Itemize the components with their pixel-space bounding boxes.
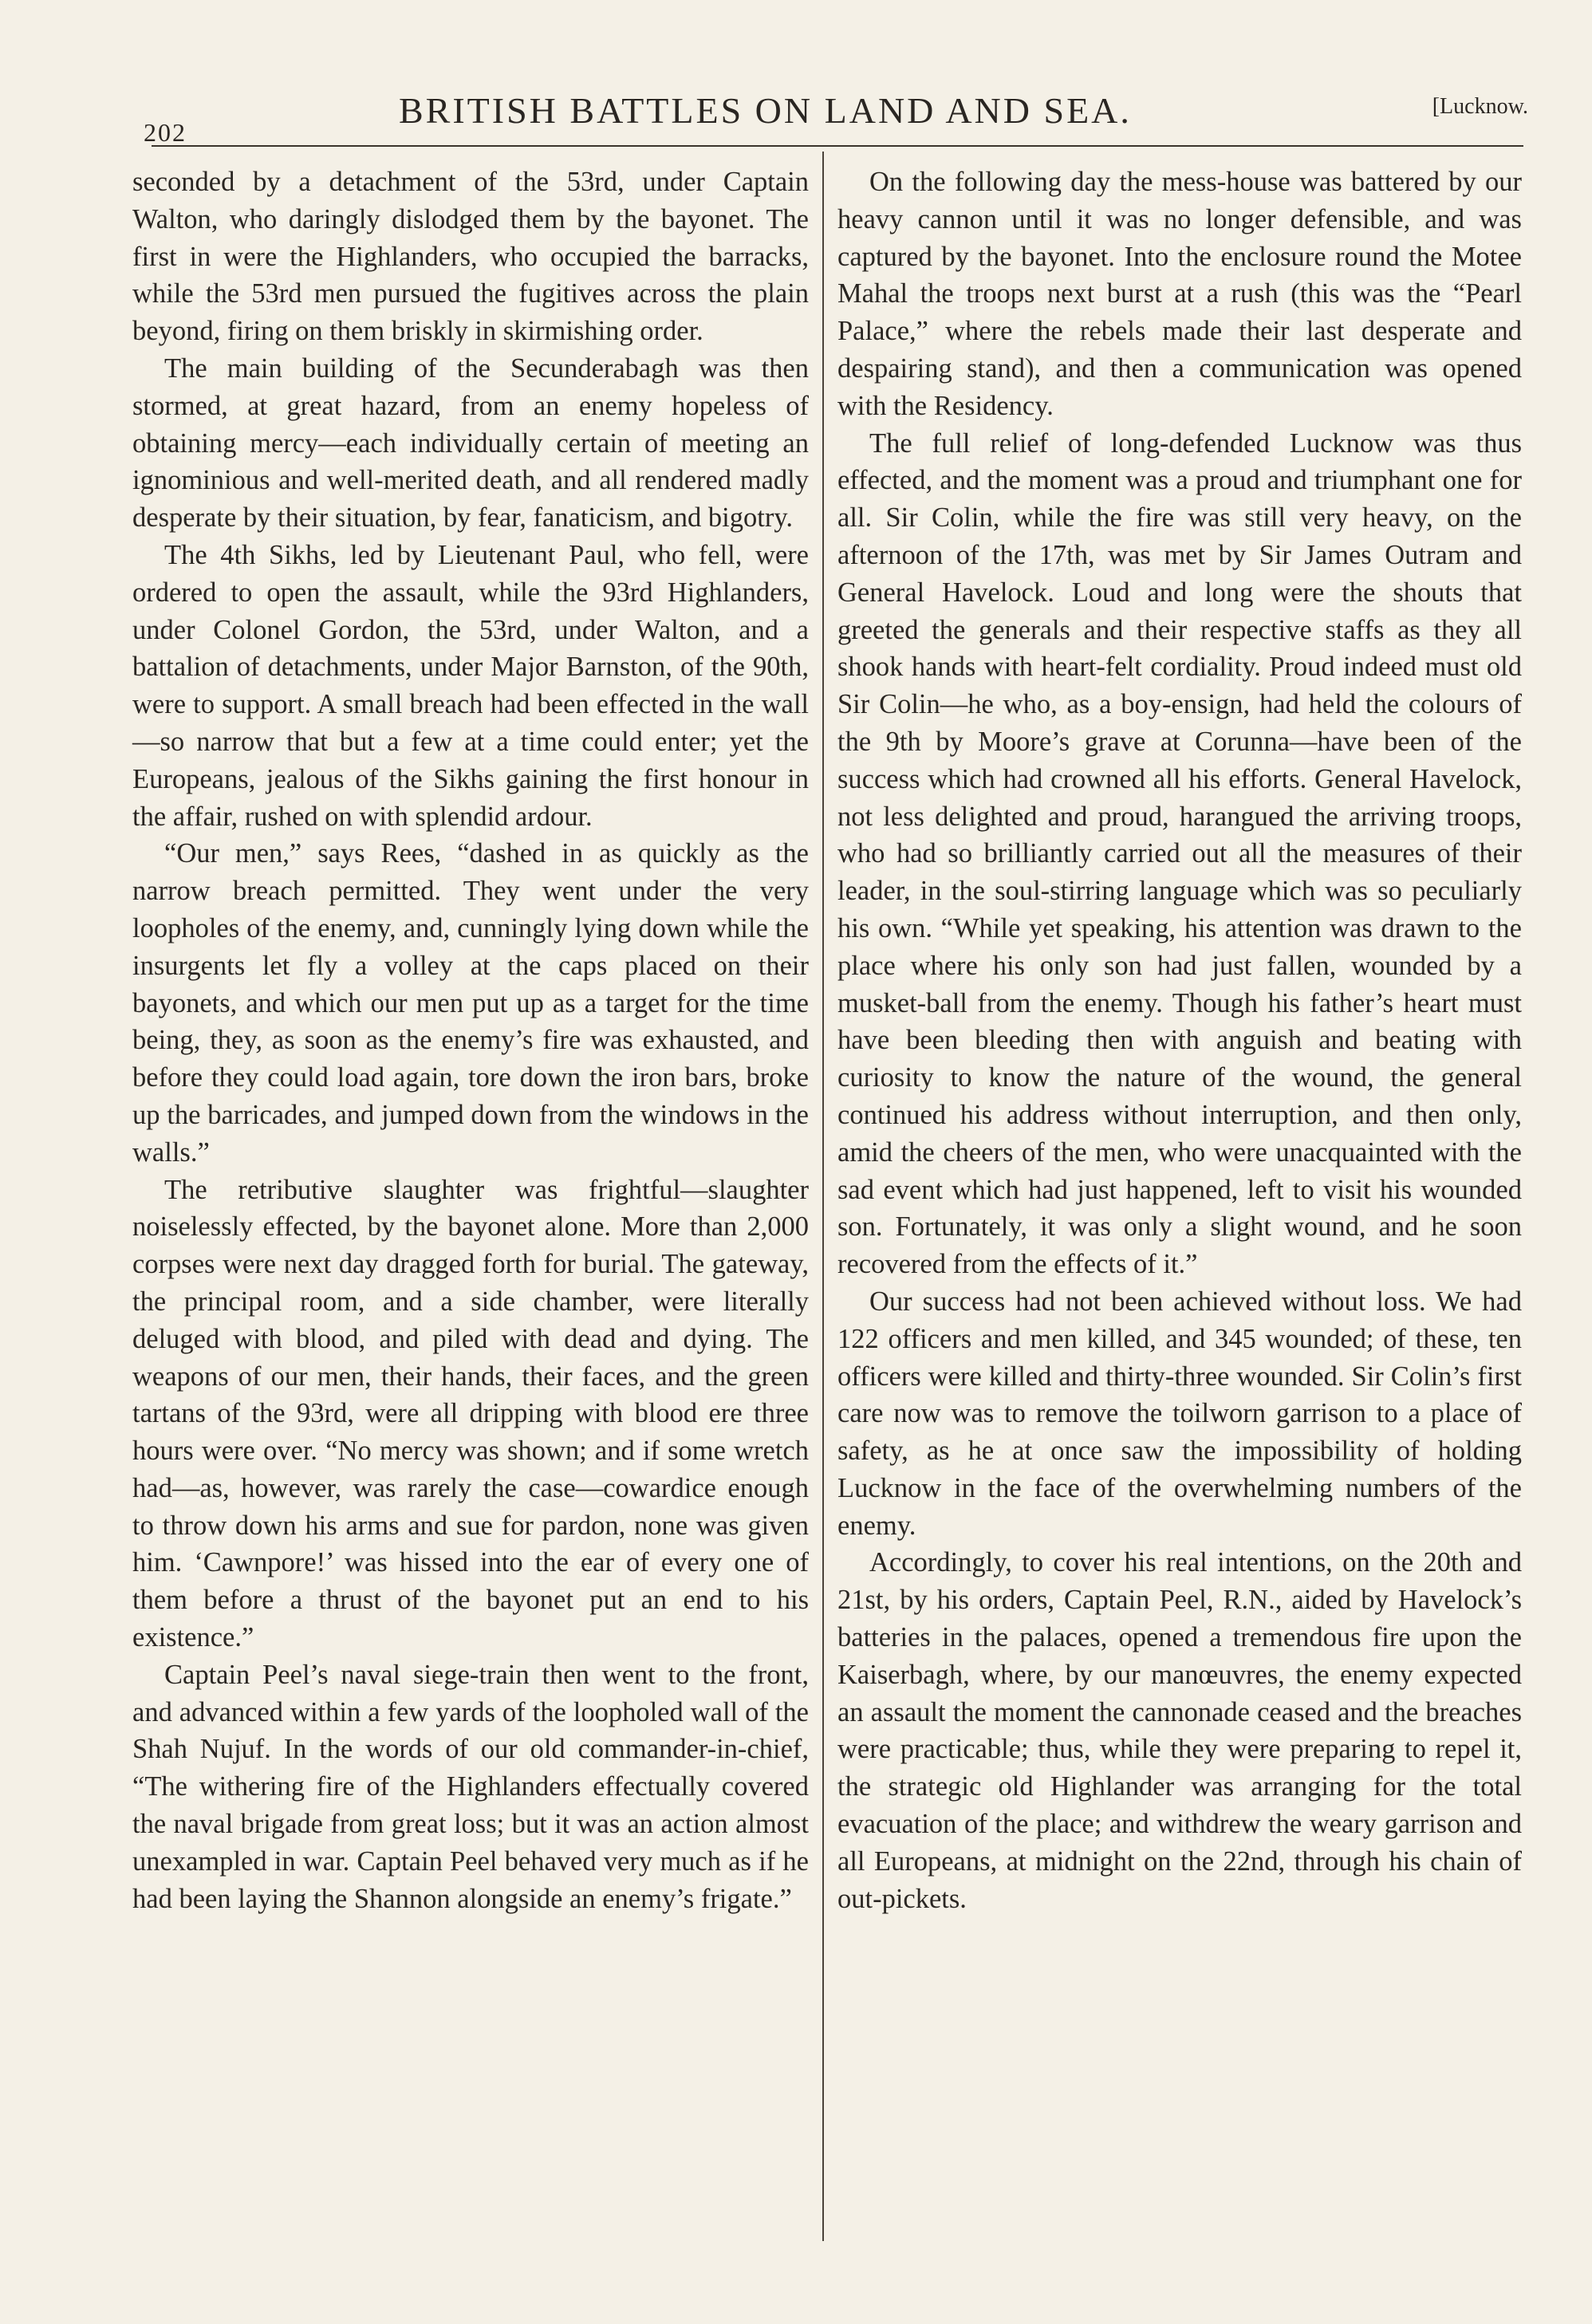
paragraph: On the following day the mess-house was battered by our heavy cannon until it was no longer defensible, and was captured by the bayonet. Into the enclosure round the Motee Mahal the troops next burst at a rush (this was the “Pearl Palace,” where the rebels made their last desperate and despairing stand), and then a communication was opened with the Residency. xyxy=(837,167,1522,421)
page-header xyxy=(0,0,1592,160)
paragraph: “Our men,” says Rees, “dashed in as quickly as the narrow breach permitted. They went under the very loopholes of the enemy, and, cunningly lying down while the insurgents let fly a volley at the caps placed on their bayonets, and which our men put up as a target for the time being, they, as soon as the enemy’s fire was exhausted, and before they could load again, tore down the iron bars, broke up the barricades, and jumped down from the windows in the walls.” xyxy=(132,838,809,1168)
page-number: 202 xyxy=(144,118,187,147)
paragraph: The 4th Sikhs, led by Lieutenant Paul, who fell, were ordered to open the assault, while the 93rd Highlanders, under Colonel Gordon, the 53rd, under Walton, and a battalion of detachments, under Major Barnston, of the 90th, were to support. A small breach had been effected in the wall—so narrow that but a few at a time could enter; yet the Europeans, jealous of the Sikhs gaining the first honour in the affair, rushed on with splendid ardour. xyxy=(132,539,809,832)
paragraph: seconded by a detachment of the 53rd, under Captain Walton, who daringly dislodged them by the bayonet. The first in were the Highlanders, who occupied the barracks, while the 53rd men pursued the fugitives across the plain beyond, firing on them briskly in skirmishing order. xyxy=(132,167,809,347)
running-title: BRITISH BATTLES ON LAND AND SEA. xyxy=(399,90,1132,131)
paragraph: The retributive slaughter was frightful—slaughter noiselessly effected, by the bayonet alone. More than 2,000 corpses were next day dragged forth for burial. The gateway, the principal room, and a side chamber, were literally deluged with blood, and piled with dead and dying. The weapons of our men, their hands, their faces, and the green tartans of the 93rd, were all dripping with blood ere three hours were over. “No mercy was shown; and if some wretch had—as, however, was rarely the case—cowardice enough to throw down his arms and sue for pardon, none was given him. ‘Cawnpore!’ was hissed into the ear of every one of them before a thrust of the bayonet put an end to his existence.” xyxy=(132,1174,809,1653)
paragraph: Our success had not been achieved without loss. We had 122 officers and men killed, and 345 wounded; of these, ten officers were killed and thirty-three wounded. Sir Colin’s first care now was to remove the toilworn garrison to a place of safety, as he at once saw the impossibility of holding Lucknow in the face of the overwhelming numbers of the enemy. xyxy=(837,1286,1522,1541)
paragraph: Accordingly, to cover his real intentions, on the 20th and 21st, by his orders, Captain Peel, R.N., aided by Havelock’s batteries in the palaces, opened a tremendous fire upon the Kaiserbagh, where, by our manœuvres, the enemy expected an assault the moment the cannonade ceased and the breaches were practicable; thus, while they were preparing to repel it, the strategic old Highlander was arranging for the total evacuation of the place; and withdrew the weary garrison and all Europeans, at midnight on the 22nd, through his chain of out-pickets. xyxy=(837,1547,1522,1914)
column-divider xyxy=(822,152,824,2241)
right-column xyxy=(837,163,1522,1917)
paragraph: The full relief of long-defended Lucknow was thus effected, and the moment was a proud and triumphant one for all. Sir Colin, while the fire was still very heavy, on the afternoon of the 17th, was met by Sir James Outram and General Havelock. Loud and long were the shouts that greeted the generals and their respective staffs as they all shook hands with heart-felt cordiality. Proud indeed must old Sir Colin—he who, as a boy-ensign, had held the colours of the 9th by Moore’s grave at Corunna—have been of the success which had crowned all his efforts. General Havelock, not less delighted and proud, harangued the arriving troops, who had so brilliantly carried out all the measures of their leader, in the soul-stirring language which was so peculiarly his own. “While yet speaking, his attention was drawn to the place where his only son had just fallen, wounded by a musket-ball from the enemy. Though his father’s heart must have been bleeding then with anguish and beating with curiosity to know the nature of the wound, the general continued his address without interruption, and then only, amid the cheers of the men, who were unacquainted with the sad event which had just happened, left to visit his wounded son. Fortunately, it was only a slight wound, and he soon recovered from the effects of it.” xyxy=(837,427,1522,1280)
paragraph: The main building of the Secunderabagh was then stormed, at great hazard, from an enemy hopeless of obtaining mercy—each individually certain of meeting an ignominious and well-merited death, and all rendered madly desperate by their situation, by fear, fanaticism, and bigotry. xyxy=(132,353,809,534)
section-tag: [Lucknow. xyxy=(1432,94,1528,119)
header-rule xyxy=(152,145,1523,147)
paragraph: Captain Peel’s naval siege-train then went to the front, and advanced within a few yards of the loopholed wall of the Shah Nujuf. In the words of our old commander-in-chief, “The withering fire of the Highlanders effectually covered the naval brigade from great loss; but it was an action almost unexampled in war. Captain Peel behaved very much as if he had been laying the Shannon alongside an enemy’s frigate.” xyxy=(132,1659,809,1914)
left-column xyxy=(132,163,809,1917)
